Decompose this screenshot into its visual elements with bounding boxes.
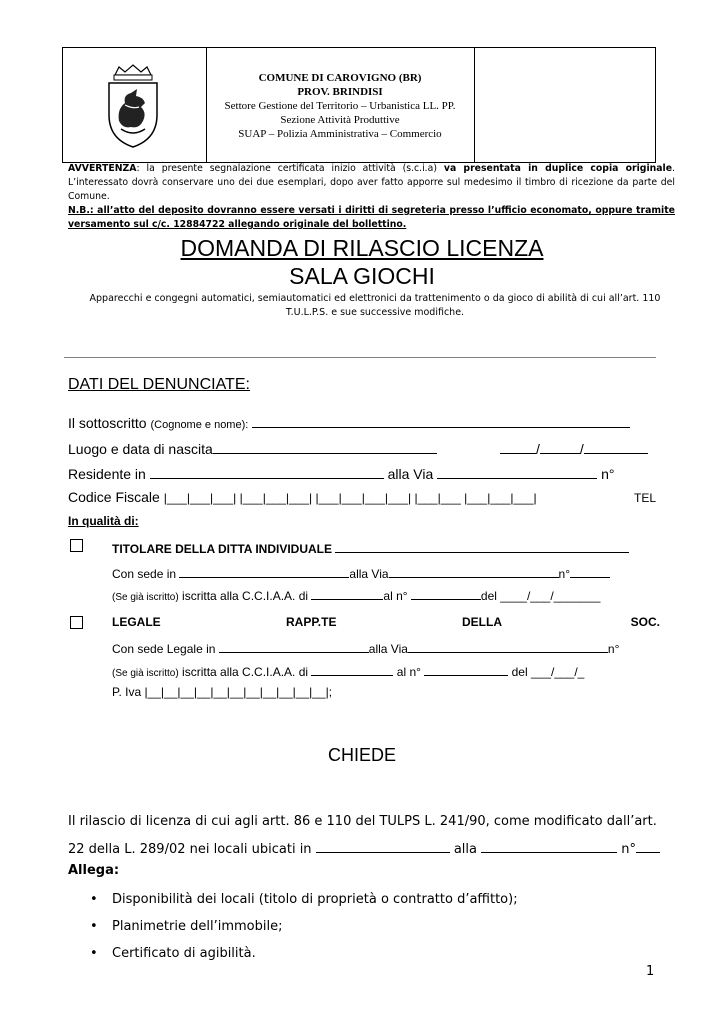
label-sede: Con sede in [112, 567, 177, 581]
label-della: DELLA [462, 615, 502, 629]
list-item-text: Disponibilità dei locali (titolo di proprietà o contratto d’affitto); [112, 892, 518, 907]
checkbox-titolare[interactable] [70, 539, 83, 552]
bullet-icon: • [90, 919, 98, 934]
notice-text1: : la presente segnalazione certificata inizio attività (s.c.i.a) [136, 163, 444, 174]
crest-cell [63, 48, 207, 162]
label-sede-legale: Con sede Legale in [112, 642, 216, 656]
label-cognome: (Cognome e nome): [150, 419, 249, 431]
label-via: alla Via [368, 642, 408, 656]
input-num[interactable] [636, 838, 660, 853]
input-cciaa[interactable] [311, 585, 383, 600]
input-cciaa[interactable] [311, 661, 393, 676]
municipal-crest-icon [103, 63, 163, 149]
header-sezione: Sezione Attività Produttive [280, 114, 400, 126]
label-gia-iscritto: (Se già iscritto) [112, 592, 179, 603]
input-sede-legale[interactable] [219, 638, 369, 653]
label-sottoscritto: Il sottoscritto [68, 415, 147, 431]
row-titolare-cciaa [112, 585, 600, 603]
label-al-n: al n° [383, 589, 408, 603]
input-nome[interactable] [252, 413, 630, 428]
input-partita-iva[interactable]: P. Iva |__|__|__|__|__|__|__|__|__|__|__|; [112, 685, 333, 699]
input-al-n[interactable] [424, 661, 508, 676]
list-item [90, 892, 518, 907]
label-num: n° [601, 466, 615, 482]
input-sede[interactable] [179, 563, 349, 578]
stamp-cell [474, 48, 655, 162]
row-legale-cciaa [112, 661, 584, 679]
input-via-sede[interactable] [389, 563, 559, 578]
label-alla: alla [453, 842, 477, 857]
bullet-icon: • [90, 892, 98, 907]
label-cciaa: iscritta alla C.C.I.A.A. di [182, 665, 309, 679]
input-residenza[interactable] [150, 464, 384, 479]
request-line1: Il rilascio di licenza di cui agli artt. 86 e 110 del TULPS L. 241/90, come modificato dall’art. [68, 814, 657, 829]
input-al-n[interactable] [411, 585, 481, 600]
label-qualita: In qualità di: [68, 514, 139, 528]
input-locali[interactable] [316, 838, 450, 853]
row-legale [112, 615, 660, 629]
request-text: 22 della L. 289/02 nei locali ubicati in [68, 842, 312, 857]
list-item [90, 946, 256, 961]
divider [64, 357, 656, 358]
list-item-text: Certificato di agibilità. [112, 946, 256, 961]
notice [68, 162, 675, 232]
label-via: alla Via [349, 567, 389, 581]
label-del: del [480, 589, 497, 603]
input-giorno[interactable] [500, 439, 536, 454]
label-legale: LEGALE [112, 615, 161, 629]
header-settore: Settore Gestione del Territorio – Urbanistica LL. PP. [224, 100, 456, 112]
row-titolare-sede [112, 563, 610, 581]
input-mese[interactable] [540, 439, 580, 454]
notice-nb: N.B.: all’atto del deposito dovranno essere versati i diritti di segreteria presso l’ufficio economato, oppure tramite versamento sul c/c. 12884722 allegando originale del bollettino. [68, 205, 675, 230]
label-del: del [511, 665, 528, 679]
document-subtitle-title: SALA GIOCHI [289, 263, 435, 289]
label-tel: TEL [634, 491, 657, 505]
row-residenza [68, 464, 614, 482]
date-sep: / [579, 441, 584, 457]
input-luogo-nascita[interactable] [213, 439, 437, 454]
input-ditta[interactable] [335, 538, 629, 553]
section-title: DATI DEL DENUNCIATE: [68, 376, 250, 393]
page-number: 1 [646, 964, 655, 979]
bullet-icon: • [90, 946, 98, 961]
notice-label: AVVERTENZA [68, 163, 137, 174]
header-suap: SUAP – Polizia Amministrativa – Commercio [238, 128, 442, 140]
label-num: n° [558, 567, 571, 581]
document-title: DOMANDA DI RILASCIO LICENZA [180, 235, 544, 261]
checkbox-legale[interactable] [70, 616, 83, 629]
label-num: n° [607, 642, 620, 656]
row-sottoscritto [68, 413, 630, 431]
input-via[interactable] [437, 464, 597, 479]
row-legale-sede [112, 638, 619, 656]
input-num-sede[interactable] [570, 563, 610, 578]
notice-bold: va presentata in duplice copia originale [443, 163, 673, 174]
input-date[interactable]: ___/___/_ [530, 665, 585, 679]
allega-label: Allega: [68, 863, 120, 878]
input-alla[interactable] [481, 838, 617, 853]
input-date[interactable]: ____/___/_______ [500, 589, 601, 603]
label-luogo-data: Luogo e data di nascita [68, 441, 213, 457]
label-cciaa: iscritta alla C.C.I.A.A. di [182, 589, 309, 603]
input-anno[interactable] [584, 439, 648, 454]
chiede-heading: CHIEDE [327, 745, 396, 765]
request-line2 [68, 836, 672, 864]
label-via: alla Via [387, 466, 434, 482]
label-soc: SOC. [630, 615, 660, 629]
label-al-n: al n° [396, 665, 421, 679]
list-item [90, 919, 282, 934]
notice-text2: . L’interessato dovrà conservare uno dei due esemplari, dopo aver fatto apporre sul medesimo il timbro di ricezione da parte del Comune. [68, 163, 675, 202]
document-description: Apparecchi e congegni automatici, semiautomatici ed elettronici da trattenimento o da gioco di abilità di cui all’art. 110 T.U.L.P.S. e sue successive modifiche. [89, 293, 661, 318]
input-via-legale[interactable] [408, 638, 608, 653]
header-table [62, 47, 656, 163]
label-rappte: RAPP.TE [286, 615, 337, 629]
date-sep: / [536, 441, 540, 457]
list-item-text: Planimetrie dell’immobile; [112, 919, 283, 934]
input-codice-fiscale[interactable]: |___|___|___| |___|___|___| |___|___|___|___| |___|___ |___|___|___| [163, 491, 537, 505]
label-gia-iscritto: (Se già iscritto) [112, 668, 179, 679]
header-comune: COMUNE DI CAROVIGNO (BR) [258, 72, 422, 84]
label-num: n° [621, 842, 637, 857]
row-nascita [68, 439, 437, 457]
label-titolare: TITOLARE DELLA DITTA INDIVIDUALE [112, 542, 332, 556]
row-codice-fiscale [68, 489, 537, 505]
date-nascita [500, 439, 648, 457]
label-residente: Residente in [68, 466, 146, 482]
header-provincia: PROV. BRINDISI [297, 86, 383, 98]
header-text-cell [206, 48, 475, 162]
label-codice-fiscale: Codice Fiscale [68, 489, 160, 505]
row-titolare [112, 538, 629, 556]
